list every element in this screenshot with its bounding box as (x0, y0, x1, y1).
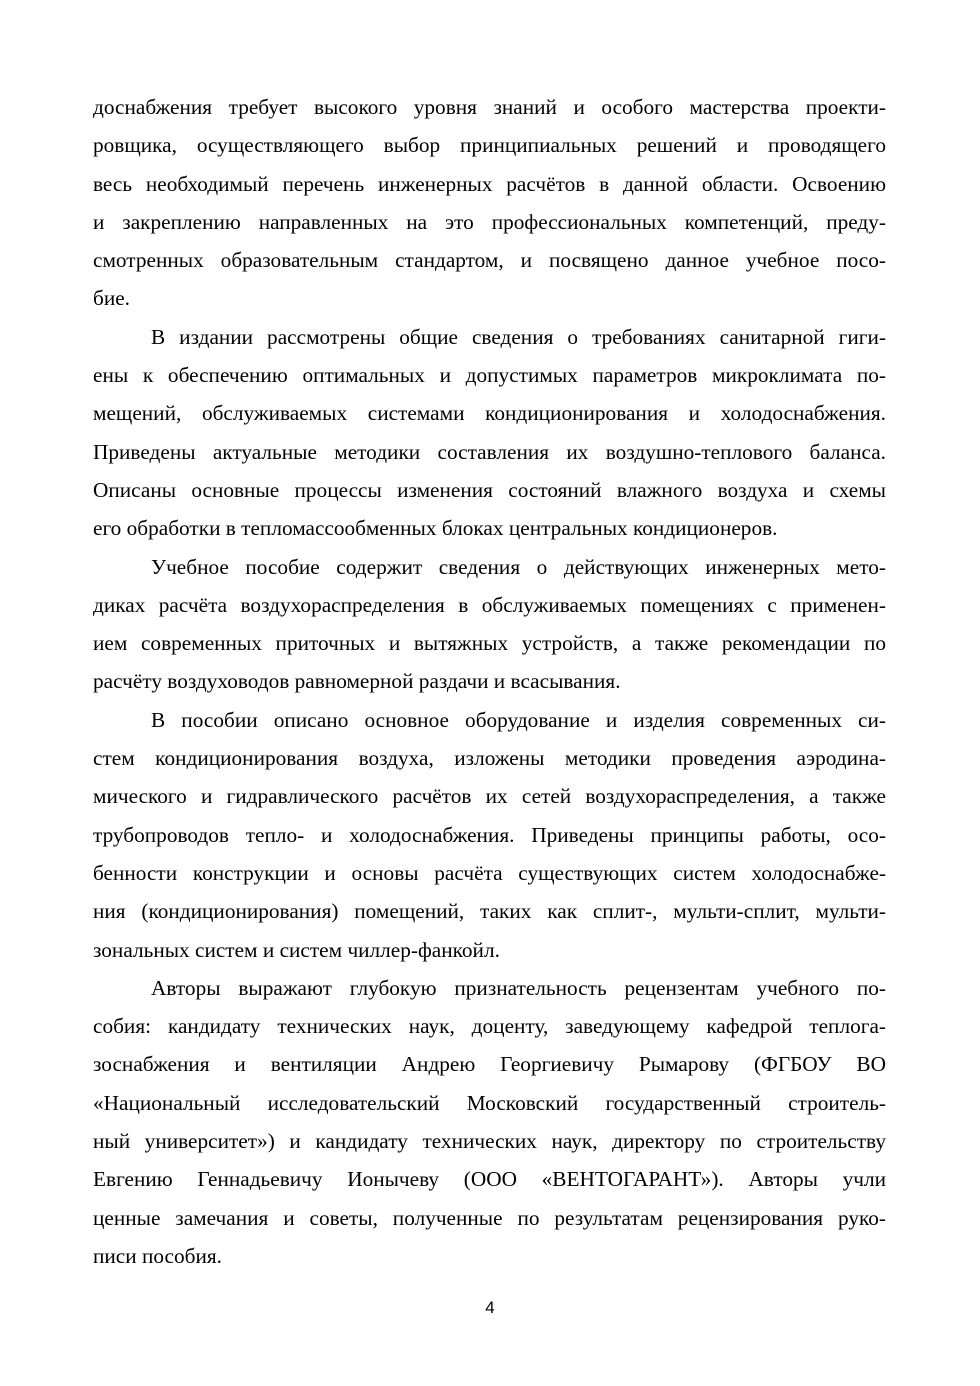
text-line: ния (кондиционирования) помещений, таких как сплит-, мульти-сплит, мульти- (93, 899, 886, 924)
body-text (93, 88, 886, 1275)
paragraph (93, 318, 886, 548)
text-line: Евгению Геннадьевичу Ионычеву (ООО «ВЕНТОГАРАНТ»). Авторы учли (93, 1167, 886, 1192)
text-line: ием современных приточных и вытяжных устройств, а также рекомендации по (93, 631, 886, 656)
text-line: Описаны основные процессы изменения состояний влажного воздуха и схемы (93, 477, 886, 502)
paragraph (93, 969, 886, 1275)
text-line: зоснабжения и вентиляции Андрею Георгиевичу Рымарову (ФГБОУ ВО (93, 1052, 886, 1077)
text-line: Приведены актуальные методики составления их воздушно-теплового баланса. (93, 439, 886, 464)
text-line: бенности конструкции и основы расчёта существующих систем холодоснабже- (93, 860, 886, 885)
text-line: «Национальный исследовательский Московский государственный строитель- (93, 1090, 886, 1115)
text-line: диках расчёта воздухораспределения в обслуживаемых помещениях с применен- (93, 592, 886, 617)
text-line: мического и гидравлического расчётов их сетей воздухораспределения, а также (93, 784, 886, 809)
paragraph (93, 88, 886, 318)
paragraph (93, 548, 886, 701)
text-line: стем кондиционирования воздуха, изложены методики проведения аэродина- (93, 746, 886, 771)
page-number: 4 (485, 1298, 495, 1317)
text-line: В пособии описано основное оборудование и изделия современных си- (151, 707, 886, 732)
text-line: смотренных образовательным стандартом, и посвящено данное учебное посо- (93, 248, 886, 273)
text-line: Учебное пособие содержит сведения о действующих инженерных мето- (151, 554, 886, 579)
text-line: ены к обеспечению оптимальных и допустимых параметров микроклимата по- (93, 363, 886, 388)
text-line: трубопроводов тепло- и холодоснабжения. Приведены принципы работы, осо- (93, 822, 886, 847)
text-line: писи пособия. (93, 1243, 222, 1268)
text-line: зональных систем и систем чиллер-фанкойл. (93, 937, 500, 962)
text-line: его обработки в тепломассообменных блоках центральных кондиционеров. (93, 516, 778, 541)
paragraph (93, 701, 886, 969)
text-line: бие. (93, 286, 131, 311)
text-line: В издании рассмотрены общие сведения о требованиях санитарной гиги- (151, 324, 886, 349)
text-line: весь необходимый перечень инженерных расчётов в данной области. Освоению (93, 171, 886, 196)
text-line: ценные замечания и советы, полученные по результатам рецензирования руко- (93, 1205, 886, 1230)
text-line: собия: кандидату технических наук, доценту, заведующему кафедрой теплога- (93, 1014, 886, 1039)
text-line: ровщика, осуществляющего выбор принципиальных решений и проводящего (93, 133, 886, 158)
text-line: мещений, обслуживаемых системами кондиционирования и холодоснабжения. (93, 401, 886, 426)
text-line: Авторы выражают глубокую признательность рецензентам учебного по- (151, 975, 886, 1000)
text-line: и закреплению направленных на это профессиональных компетенций, преду- (93, 209, 886, 234)
text-line: расчёту воздуховодов равномерной раздачи и всасывания. (93, 669, 621, 694)
text-line: доснабжения требует высокого уровня знаний и особого мастерства проекти- (93, 95, 886, 119)
text-line: ный университет») и кандидату технических наук, директору по строительству (93, 1129, 886, 1154)
